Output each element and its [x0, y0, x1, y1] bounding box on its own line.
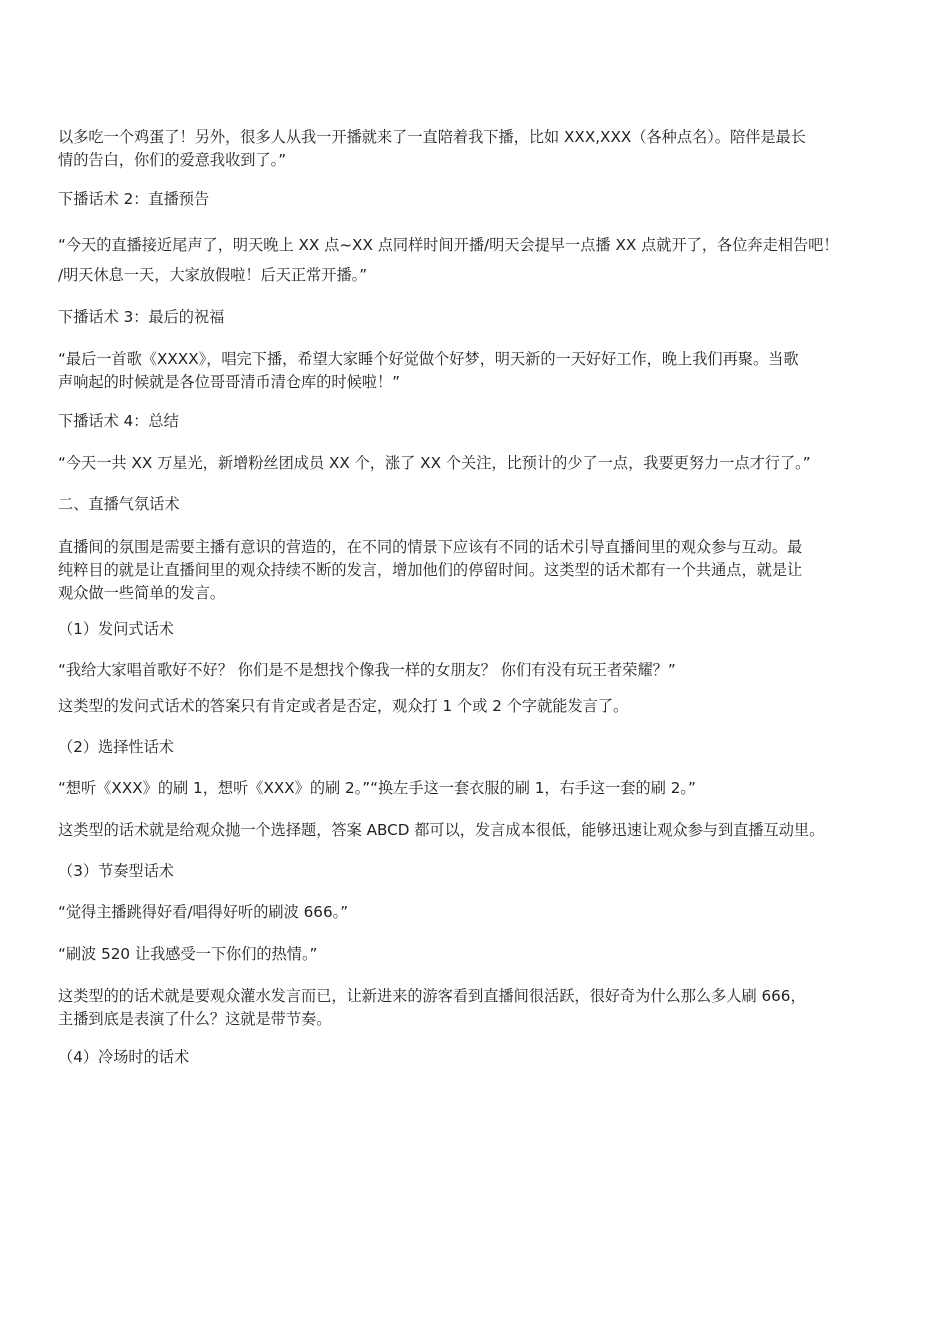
text-line: （1）发问式话术 — [58, 620, 174, 638]
paragraph-rhythm-example-2 — [58, 943, 904, 966]
heading-closing-script-2 — [58, 188, 904, 211]
paragraph-stream-preview — [58, 234, 904, 287]
text-line: 情的告白，你们的爱意我收到了。” — [58, 151, 287, 169]
text-line: “今天的直播接近尾声了，明天晚上 XX 点~XX 点同样时间开播/明天会提早一点播 XX 点就开了，各位奔走相告吧！ — [58, 236, 839, 254]
paragraph-intro-continuation — [58, 126, 904, 172]
text-line: /明天休息一天，大家放假啦！后天正常开播。” — [58, 266, 368, 284]
text-line: 声响起的时候就是各位哥哥清币清仓库的时候啦！” — [58, 373, 400, 391]
paragraph-question-explanation — [58, 695, 904, 718]
text-line: （4）冷场时的话术 — [58, 1048, 190, 1066]
text-line: 二、直播气氛话术 — [58, 495, 180, 513]
paragraph-rhythm-explanation — [58, 985, 904, 1031]
paragraph-question-examples — [58, 659, 904, 682]
section-heading-atmosphere — [58, 493, 904, 516]
text-line: “今天一共 XX 万星光，新增粉丝团成员 XX 个，涨了 XX 个关注，比预计的少了一点，我要更努力一点才行了。” — [58, 454, 811, 472]
text-line: 这类型的的话术就是要观众灌水发言而已，让新进来的游客看到直播间很活跃，很好奇为什么那么多人刷 666， — [58, 987, 806, 1005]
text-line: 主播到底是表演了什么？这就是带节奏。 — [58, 1010, 332, 1028]
paragraph-choice-examples — [58, 777, 904, 800]
text-line: 观众做一些简单的发言。 — [58, 584, 226, 602]
paragraph-rhythm-example-1 — [58, 901, 904, 924]
text-line: “最后一首歌《XXXX》，唱完下播，希望大家睡个好觉做个好梦，明天新的一天好好工作，晚上我们再聚。当歌 — [58, 350, 799, 368]
paragraph-choice-explanation — [58, 819, 904, 842]
heading-closing-script-3 — [58, 306, 904, 329]
text-line: “想听《XXX》的刷 1，想听《XXX》的刷 2。”“换左手这一套衣服的刷 1，右手这一套的刷 2。” — [58, 779, 696, 797]
text-line: “我给大家唱首歌好不好？ 你们是不是想找个像我一样的女朋友？ 你们有没有玩王者荣耀？” — [58, 661, 676, 679]
text-line: “刷波 520 让我感受一下你们的热情。” — [58, 945, 318, 963]
text-line: “觉得主播跳得好看/唱得好听的刷波 666。” — [58, 903, 349, 921]
text-line: （2）选择性话术 — [58, 738, 174, 756]
text-line: 纯粹目的就是让直播间里的观众持续不断的发言，增加他们的停留时间。这类型的话术都有一个共通点，就是让 — [58, 561, 803, 579]
paragraph-summary — [58, 452, 904, 475]
paragraph-atmosphere-intro — [58, 536, 904, 605]
text-line: 下播话术 2：直播预告 — [58, 190, 210, 208]
heading-closing-script-4 — [58, 410, 904, 433]
text-line: 下播话术 4：总结 — [58, 412, 179, 430]
subheading-question-script — [58, 618, 904, 641]
subheading-rhythm-script — [58, 860, 904, 883]
text-line: （3）节奏型话术 — [58, 862, 174, 880]
text-line: 这类型的发问式话术的答案只有肯定或者是否定，观众打 1 个或 2 个字就能发言了。 — [58, 697, 629, 715]
subheading-choice-script — [58, 736, 904, 759]
text-line: 下播话术 3：最后的祝福 — [58, 308, 225, 326]
text-line: 这类型的话术就是给观众抛一个选择题，答案 ABCD 都可以，发言成本很低，能够迅速让观众参与到直播互动里。 — [58, 821, 825, 839]
text-line: 以多吃一个鸡蛋了！另外，很多人从我一开播就来了一直陪着我下播，比如 XXX,XXX（各种点名）。陪伴是最长 — [58, 128, 806, 146]
text-line: 直播间的氛围是需要主播有意识的营造的，在不同的情景下应该有不同的话术引导直播间里的观众参与互动。最 — [58, 538, 803, 556]
paragraph-final-blessing — [58, 348, 904, 394]
subheading-cold-scene-script — [58, 1046, 904, 1069]
